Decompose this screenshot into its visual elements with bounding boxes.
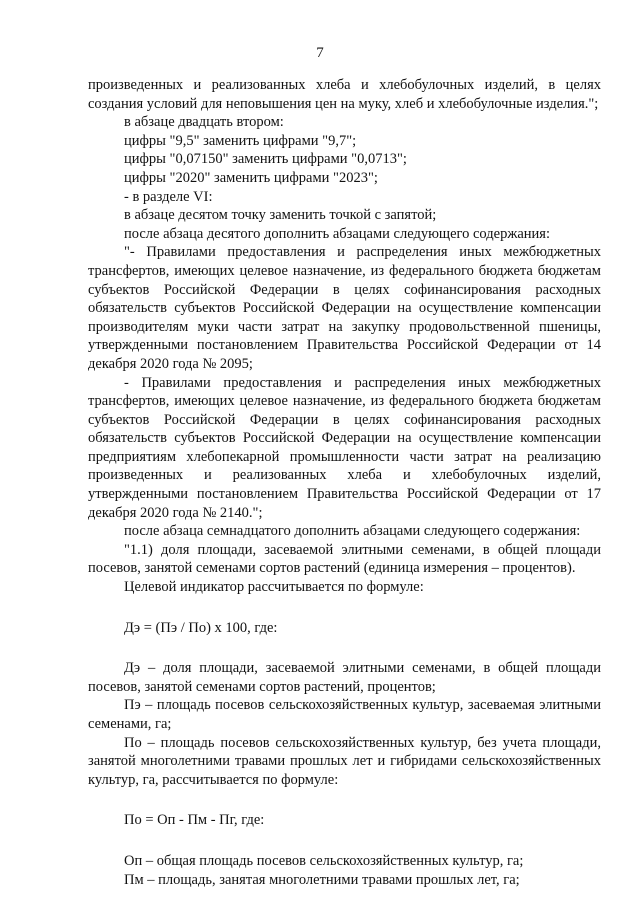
paragraph-instruction: цифры "0,07150" заменить цифрами "0,0713"; <box>124 151 407 168</box>
paragraph-instruction: после абзаца десятого дополнить абзацами следующего содержания: <box>124 225 550 242</box>
paragraph-definition-op: Оп – общая площадь посевов сельскохозяйственных культур, га; <box>124 852 524 869</box>
formula-de: Дэ = (Пэ / По) х 100, где: <box>124 619 278 636</box>
document-body <box>88 76 601 889</box>
page-number: 7 <box>316 45 324 61</box>
paragraph-instruction: цифры "2020" заменить цифрами "2023"; <box>124 169 378 186</box>
paragraph-instruction: - в разделе VI: <box>124 188 213 205</box>
paragraph-definition-de: Дэ – доля площади, засеваемой элитными семенами, в общей площади посевов, занятой семенами сортов растений, процентов; <box>88 660 601 695</box>
paragraph-quote-rules-2140: - Правилами предоставления и распределения иных межбюджетных трансфертов, имеющих целевое назначение, из федерального бюджета бюджетам субъектов Российской Федерации в целях софинансирования расходных обязательств субъектов Российской Федерации на осуществление компенсации предприятиям хлебопекарной промышленности части затрат на реализацию произведенных и реализованных хлеба и хлебобулочных изделий, утвержденными постановлением Правительства Российской Федерации от 17 декабря 2020 года № 2140."; <box>88 374 601 521</box>
paragraph-instruction: после абзаца семнадцатого дополнить абзацами следующего содержания: <box>124 523 581 540</box>
paragraph-instruction: в абзаце десятом точку заменить точкой с запятой; <box>124 207 437 224</box>
paragraph-indicator-definition: "1.1) доля площади, засеваемой элитными семенами, в общей площади посевов, занятой семенами сортов растений (единица измерения – процентов). <box>88 541 601 577</box>
paragraph-instruction: в абзаце двадцать втором: <box>124 114 284 131</box>
paragraph-quote-rules-2095: "- Правилами предоставления и распределения иных межбюджетных трансфертов, имеющих целевое назначение, из федерального бюджета бюджетам субъектов Российской Федерации в целях софинансирования расходных обязательств субъектов Российской Федерации на осуществление компенсации производителям муки части затрат на закупку продовольственной пшеницы, утвержденными постановлением Правительства Российской Федерации от 14 декабря 2020 года № 2095; <box>88 244 601 372</box>
paragraph-instruction: цифры "9,5" заменить цифрами "9,7"; <box>124 132 357 149</box>
formula-po: По = Оп - Пм - Пг, где: <box>124 812 265 829</box>
paragraph-continuation: произведенных и реализованных хлеба и хлебобулочных изделий, в целях создания условий для неповышения цен на муку, хлеб и хлебобулочные изделия."; <box>88 77 601 112</box>
paragraph-definition-pm: Пм – площадь, занятая многолетними травами прошлых лет, га; <box>124 871 520 888</box>
paragraph-formula-intro: Целевой индикатор рассчитывается по формуле: <box>124 579 424 596</box>
paragraph-definition-pe: Пэ – площадь посевов сельскохозяйственных культур, засеваемая элитными семенами, га; <box>88 697 601 732</box>
paragraph-definition-po: По – площадь посевов сельскохозяйственных культур, без учета площади, занятой многолетними травами прошлых лет и гибридами сельскохозяйственных культур, га, рассчитывается по формуле: <box>88 734 601 788</box>
